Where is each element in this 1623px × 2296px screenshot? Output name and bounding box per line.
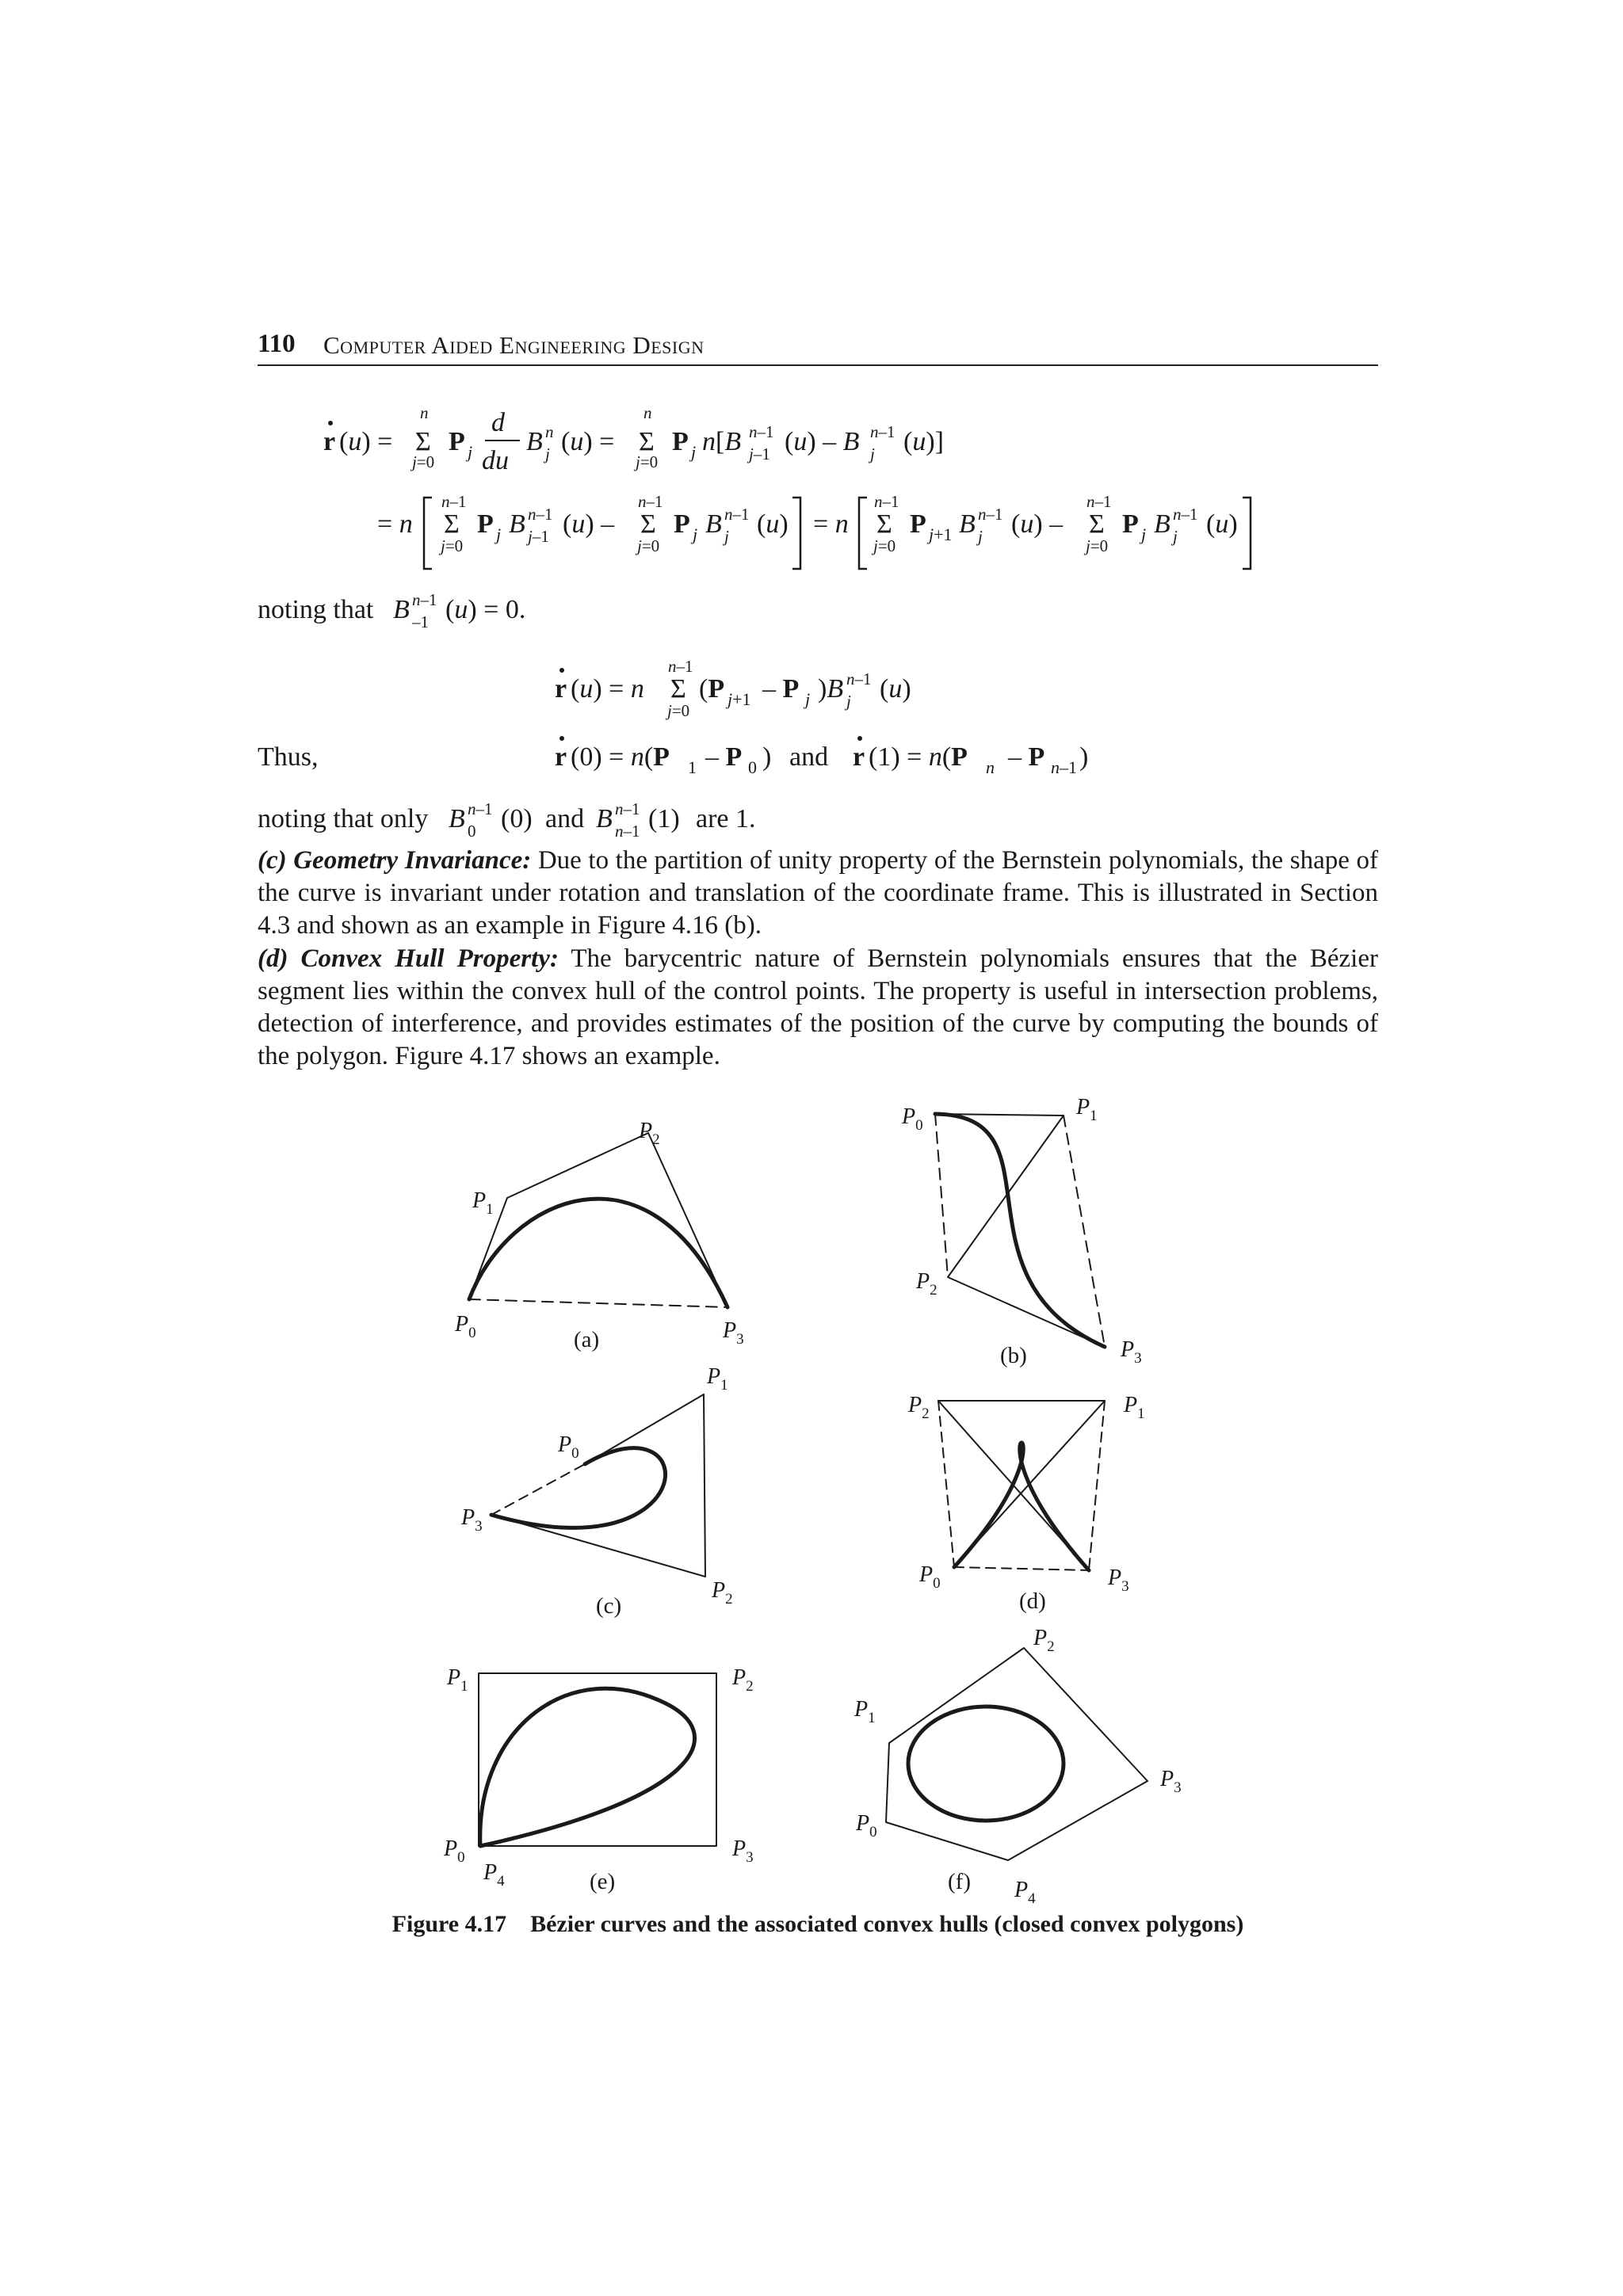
label-e-p2: $P_2$	[732, 1665, 754, 1695]
convex-hull-heading: (d) Convex Hull Property:	[258, 944, 559, 973]
svg-text:n[B: n[B	[702, 427, 742, 456]
svg-text:Σ: Σ	[639, 427, 655, 456]
svg-text:n–1: n–1	[638, 492, 663, 511]
label-c-p2: $P_2$	[712, 1578, 733, 1608]
svg-text:B: B	[596, 804, 613, 833]
svg-text:– P: – P	[705, 742, 743, 772]
panel-label-f: (f)	[948, 1869, 971, 1894]
svg-text:– P: – P	[1008, 742, 1045, 772]
svg-text:n–1: n–1	[1086, 492, 1112, 511]
figure-point-labels	[443, 1095, 1182, 1907]
panel-label-a: (a)	[574, 1327, 600, 1352]
svg-text:(1) = n(P: (1) = n(P	[869, 742, 968, 772]
label-b-p3: $P_3$	[1121, 1337, 1142, 1367]
svg-text:B: B	[959, 509, 976, 539]
svg-text:n–1: n–1	[615, 822, 640, 840]
running-title: Computer Aided Engineering Design	[323, 331, 705, 359]
label-e-p0: $P_0$	[444, 1836, 465, 1866]
label-b-p0: $P_0$	[902, 1104, 923, 1134]
svg-text:–1: –1	[412, 612, 429, 631]
svg-text:(u)]: (u)]	[903, 427, 944, 456]
svg-text:(u) = n: (u) = n	[571, 674, 644, 704]
svg-text:Σ: Σ	[876, 509, 892, 539]
svg-text:j: j	[496, 524, 502, 544]
svg-text:P: P	[672, 427, 689, 456]
svg-text:r: r	[555, 674, 567, 704]
svg-text:Thus,: Thus,	[258, 742, 319, 772]
svg-text:(u) = 0.: (u) = 0.	[445, 595, 526, 624]
label-f-p3: $P_3$	[1160, 1767, 1182, 1796]
label-e-p3: $P_3$	[732, 1836, 754, 1866]
svg-text:n–1: n–1	[1173, 505, 1198, 524]
label-c-p3: $P_3$	[461, 1505, 483, 1535]
label-a-p2: $P_2$	[639, 1119, 660, 1148]
svg-text:(u) =: (u) =	[561, 427, 615, 456]
label-d-p0: $P_0$	[919, 1562, 941, 1592]
panel-f-diagram	[886, 1648, 1148, 1860]
svg-text:n: n	[420, 403, 429, 422]
figure-panel-labels	[574, 1327, 1046, 1894]
label-f-p2: $P_2$	[1033, 1626, 1055, 1655]
svg-text:j: j	[870, 444, 875, 463]
svg-text:n–1: n–1	[668, 657, 693, 676]
label-d-p1: $P_1$	[1124, 1393, 1145, 1422]
label-f-p0: $P_0$	[856, 1811, 877, 1840]
panel-d-diagram	[938, 1401, 1105, 1570]
svg-text:n–1: n–1	[441, 492, 467, 511]
svg-text:j=0: j=0	[412, 452, 435, 471]
label-a-p0: $P_0$	[455, 1312, 476, 1341]
panel-c-diagram	[491, 1394, 705, 1577]
label-e-p1: $P_1$	[447, 1665, 468, 1695]
svg-text:j: j	[545, 444, 550, 463]
svg-text:B: B	[526, 427, 543, 456]
label-d-p3: $P_3$	[1108, 1566, 1129, 1595]
svg-text:): )	[1079, 742, 1089, 772]
svg-text:): )	[762, 742, 772, 772]
svg-text:noting that only: noting that only	[258, 804, 429, 833]
label-c-p1: $P_1$	[707, 1364, 728, 1394]
label-e-p4: $P_4$	[483, 1860, 505, 1890]
svg-text:(0): (0)	[501, 804, 533, 833]
svg-text:j–1: j–1	[528, 527, 549, 546]
svg-text:P: P	[1122, 509, 1139, 539]
geometry-invariance-text: Due to the partition of unity property of the Bernstein polynomials, the shape of the curve is invariant under rotation and translation of the coordinate frame. This is illustrated in Section 4.3 and shown as an example in Figure 4.16 (b).	[258, 846, 1378, 940]
svg-text:j=0: j=0	[667, 701, 690, 720]
svg-text:n: n	[545, 422, 554, 441]
svg-text:(u) – B: (u) – B	[785, 427, 860, 456]
label-d-p2: $P_2$	[908, 1393, 930, 1422]
svg-text:j: j	[468, 442, 473, 462]
svg-text:r: r	[853, 742, 865, 772]
svg-text:j: j	[1141, 524, 1147, 544]
svg-text:B: B	[509, 509, 525, 539]
label-b-p2: $P_2$	[916, 1269, 938, 1299]
svg-text:j: j	[978, 527, 983, 546]
page-number: 110	[258, 330, 296, 358]
svg-text:Σ: Σ	[415, 427, 431, 456]
svg-text:B: B	[393, 595, 410, 624]
svg-text:= n: = n	[813, 509, 849, 539]
svg-text:= n: = n	[377, 509, 413, 539]
svg-text:P: P	[449, 427, 465, 456]
svg-text:– P: – P	[762, 674, 800, 704]
svg-text:r: r	[555, 742, 567, 772]
panel-a-diagram	[469, 1133, 727, 1307]
svg-text:0: 0	[468, 822, 476, 840]
svg-text:j+1: j+1	[929, 524, 953, 544]
svg-text:1: 1	[688, 757, 697, 777]
svg-text:(0) = n(P: (0) = n(P	[571, 742, 670, 772]
svg-text:Σ: Σ	[1089, 509, 1105, 539]
svg-text:j=0: j=0	[636, 452, 659, 471]
svg-text:are 1.: are 1.	[696, 804, 756, 833]
svg-text:P: P	[674, 509, 690, 539]
svg-text:j: j	[1173, 527, 1178, 546]
geometry-invariance-heading: (c) Geometry Invariance:	[258, 846, 532, 875]
svg-text:n–1: n–1	[468, 799, 493, 818]
svg-text:j+1: j+1	[727, 689, 751, 709]
label-a-p1: $P_1$	[472, 1188, 494, 1218]
svg-text:j: j	[693, 524, 698, 544]
svg-text:d: d	[491, 408, 505, 437]
svg-text:n–1: n–1	[528, 505, 553, 524]
panel-label-d: (d)	[1019, 1589, 1046, 1614]
svg-text:j=0: j=0	[1086, 536, 1109, 555]
svg-text:j=0: j=0	[441, 536, 464, 555]
svg-text:r: r	[323, 427, 336, 456]
svg-text:j=0: j=0	[637, 536, 660, 555]
panel-label-b: (b)	[1000, 1343, 1027, 1368]
panel-label-c: (c)	[596, 1593, 622, 1619]
svg-text:(u) –: (u) –	[1011, 509, 1064, 539]
svg-text:j: j	[691, 442, 697, 462]
svg-text:n–1: n–1	[978, 505, 1003, 524]
svg-text:P: P	[477, 509, 494, 539]
label-a-p3: $P_3$	[723, 1318, 744, 1348]
svg-text:0: 0	[748, 757, 757, 777]
svg-text:(1): (1)	[648, 804, 680, 833]
svg-text:(P: (P	[699, 674, 725, 704]
svg-text:and: and	[789, 742, 829, 772]
panel-b-diagram	[935, 1114, 1105, 1347]
svg-text:j–1: j–1	[749, 444, 770, 463]
svg-text:n: n	[986, 757, 995, 777]
svg-text:Σ: Σ	[640, 509, 656, 539]
svg-text:Σ: Σ	[444, 509, 460, 539]
svg-text:noting that: noting that	[258, 595, 374, 624]
svg-text:j: j	[805, 689, 811, 709]
svg-text:(u): (u)	[1206, 509, 1238, 539]
svg-text:)B: )B	[818, 674, 844, 704]
svg-text:n–1: n–1	[749, 422, 774, 441]
svg-text:B: B	[449, 804, 465, 833]
svg-text:B: B	[705, 509, 722, 539]
svg-text:j: j	[724, 527, 729, 546]
figure-caption-label: Figure 4.17	[391, 1911, 507, 1937]
svg-text:P: P	[910, 509, 926, 539]
svg-text:B: B	[1154, 509, 1170, 539]
label-f-p1: $P_1$	[854, 1697, 876, 1726]
figure-caption	[258, 1911, 1378, 1938]
svg-text:(u) –: (u) –	[563, 509, 615, 539]
svg-text:(u) =: (u) =	[339, 427, 393, 456]
svg-text:n–1: n–1	[870, 422, 896, 441]
svg-text:n–1: n–1	[412, 590, 437, 609]
figure-caption-text: Bézier curves and the associated convex hulls (closed convex polygons)	[530, 1911, 1244, 1937]
svg-text:j: j	[846, 692, 851, 711]
svg-text:n: n	[643, 403, 652, 422]
label-b-p1: $P_1$	[1076, 1095, 1098, 1124]
svg-text:n–1: n–1	[724, 505, 750, 524]
svg-text:and: and	[545, 804, 585, 833]
convex-hull-text: The barycentric nature of Bernstein polynomials ensures that the Bézier segment lies within the convex hull of the control points. The property is useful in intersection problems, detection of interference, and provides estimates of the position of the curve by computing the bounds of the polygon. Figure 4.17 shows an example.	[258, 944, 1378, 1070]
svg-text:Σ: Σ	[670, 674, 686, 704]
svg-text:n–1: n–1	[846, 669, 872, 688]
panel-label-e: (e)	[590, 1869, 616, 1894]
svg-text:n–1: n–1	[615, 799, 640, 818]
svg-text:n–1: n–1	[1051, 757, 1077, 777]
panel-e-diagram	[479, 1673, 716, 1846]
svg-text:j=0: j=0	[873, 536, 896, 555]
svg-text:(u): (u)	[757, 509, 789, 539]
label-c-p0: $P_0$	[558, 1432, 579, 1462]
svg-text:n–1: n–1	[874, 492, 899, 511]
svg-text:(u): (u)	[880, 674, 911, 704]
label-f-p4: $P_4$	[1014, 1878, 1036, 1907]
svg-text:du: du	[482, 446, 509, 475]
